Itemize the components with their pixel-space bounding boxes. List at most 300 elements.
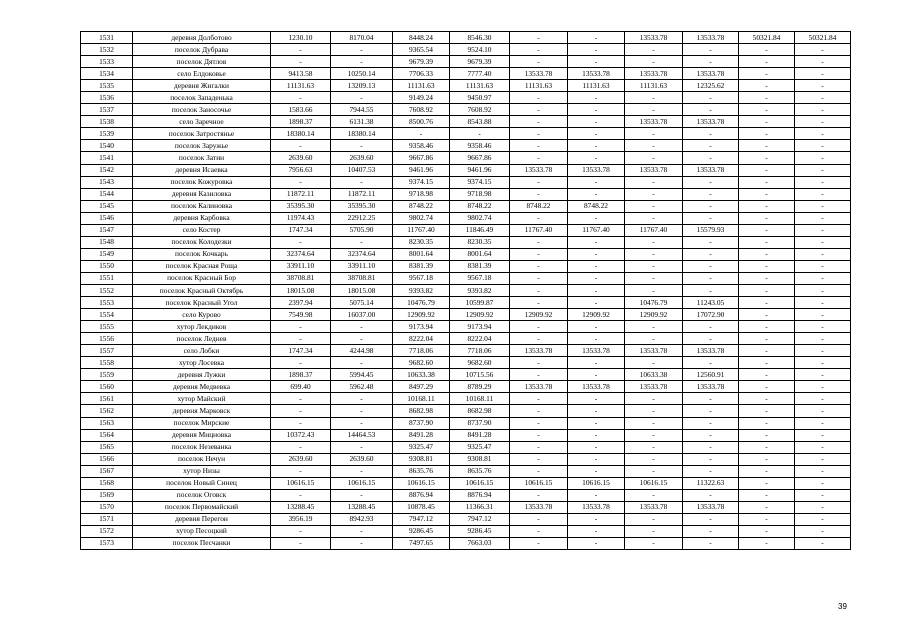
value-cell: 8876.94	[393, 489, 450, 501]
value-cell: 9682.60	[450, 357, 510, 369]
settlement-name-cell: поселок Песчанки	[133, 537, 271, 549]
table-row	[81, 429, 851, 441]
table-row	[81, 104, 851, 116]
value-cell: -	[331, 465, 393, 477]
value-cell: -	[739, 465, 795, 477]
value-cell: -	[625, 248, 683, 260]
settlement-name-cell: поселок Новый Синец	[133, 477, 271, 489]
value-cell: -	[739, 345, 795, 357]
value-cell: 8546.30	[450, 32, 510, 44]
value-cell: 9461.96	[393, 164, 450, 176]
value-cell: -	[331, 44, 393, 56]
value-cell: -	[683, 188, 739, 200]
value-cell: -	[739, 333, 795, 345]
table-row	[81, 32, 851, 44]
value-cell: 8748.22	[450, 200, 510, 212]
settlement-name-cell: поселок Дубрава	[133, 44, 271, 56]
value-cell: -	[625, 56, 683, 68]
value-cell: -	[331, 333, 393, 345]
value-cell: 1583.66	[271, 104, 331, 116]
value-cell: -	[795, 405, 851, 417]
table-row	[81, 345, 851, 357]
value-cell: 8682.98	[450, 405, 510, 417]
value-cell: -	[510, 453, 568, 465]
value-cell: 13533.78	[510, 68, 568, 80]
value-cell: 10407.53	[331, 164, 393, 176]
value-cell: 10476.79	[393, 297, 450, 309]
value-cell: 38708.81	[331, 272, 393, 284]
value-cell: -	[625, 465, 683, 477]
value-cell: 2639.60	[331, 152, 393, 164]
value-cell: 13533.78	[510, 381, 568, 393]
value-cell: -	[739, 260, 795, 272]
table-row	[81, 501, 851, 513]
value-cell: -	[568, 284, 625, 296]
value-cell: -	[739, 200, 795, 212]
settlement-name-cell: деревня Перегон	[133, 513, 271, 525]
value-cell: -	[331, 537, 393, 549]
table-row	[81, 309, 851, 321]
value-cell: -	[625, 321, 683, 333]
value-cell: -	[568, 272, 625, 284]
value-cell: 10616.15	[625, 477, 683, 489]
table-row	[81, 297, 851, 309]
settlement-name-cell: поселок Первомайский	[133, 501, 271, 513]
value-cell: 11767.40	[393, 224, 450, 236]
value-cell: 8222.04	[450, 333, 510, 345]
value-cell: -	[271, 393, 331, 405]
value-cell: -	[739, 321, 795, 333]
value-cell: 13533.78	[625, 32, 683, 44]
value-cell: -	[510, 44, 568, 56]
table-row	[81, 128, 851, 140]
value-cell: -	[795, 381, 851, 393]
row-number-cell: 1541	[81, 152, 133, 164]
value-cell: -	[739, 525, 795, 537]
value-cell: -	[510, 357, 568, 369]
value-cell: -	[625, 393, 683, 405]
value-cell: 9173.94	[450, 321, 510, 333]
settlement-name-cell: село Лобки	[133, 345, 271, 357]
row-number-cell: 1555	[81, 321, 133, 333]
value-cell: 9308.81	[450, 453, 510, 465]
value-cell: 18015.08	[331, 284, 393, 296]
value-cell: -	[625, 489, 683, 501]
value-cell: 7608.92	[393, 104, 450, 116]
value-cell: 7663.03	[450, 537, 510, 549]
value-cell: 7777.40	[450, 68, 510, 80]
value-cell: -	[739, 116, 795, 128]
value-cell: -	[510, 321, 568, 333]
row-number-cell: 1554	[81, 309, 133, 321]
value-cell: -	[795, 272, 851, 284]
value-cell: 9679.39	[393, 56, 450, 68]
value-cell: -	[795, 260, 851, 272]
table-row	[81, 164, 851, 176]
value-cell: -	[683, 489, 739, 501]
value-cell: 13533.78	[683, 345, 739, 357]
value-cell: 7956.63	[271, 164, 331, 176]
value-cell: -	[683, 393, 739, 405]
value-cell: -	[795, 525, 851, 537]
value-cell: -	[683, 333, 739, 345]
value-cell: 13533.78	[568, 501, 625, 513]
settlement-name-cell: поселок Оговск	[133, 489, 271, 501]
value-cell: 11872.11	[331, 188, 393, 200]
value-cell: 50321.84	[739, 32, 795, 44]
value-cell: -	[795, 369, 851, 381]
table-row	[81, 68, 851, 80]
value-cell: -	[683, 248, 739, 260]
value-cell: -	[625, 333, 683, 345]
row-number-cell: 1539	[81, 128, 133, 140]
value-cell: 8500.76	[393, 116, 450, 128]
value-cell: -	[510, 56, 568, 68]
table-row	[81, 80, 851, 92]
value-cell: -	[510, 104, 568, 116]
value-cell: 9802.74	[450, 212, 510, 224]
value-cell: -	[739, 272, 795, 284]
value-cell: -	[568, 56, 625, 68]
value-cell: -	[795, 92, 851, 104]
value-cell: -	[739, 381, 795, 393]
value-cell: 8497.29	[393, 381, 450, 393]
row-number-cell: 1552	[81, 284, 133, 296]
value-cell: -	[510, 128, 568, 140]
table-row	[81, 453, 851, 465]
table-row	[81, 152, 851, 164]
value-cell: -	[795, 429, 851, 441]
table-row	[81, 236, 851, 248]
settlement-name-cell: поселок Заносочье	[133, 104, 271, 116]
value-cell: -	[625, 537, 683, 549]
value-cell: -	[568, 44, 625, 56]
value-cell: 11131.63	[450, 80, 510, 92]
row-number-cell: 1532	[81, 44, 133, 56]
value-cell: -	[795, 345, 851, 357]
value-cell: 11243.05	[683, 297, 739, 309]
value-cell: 8635.76	[393, 465, 450, 477]
value-cell: -	[625, 188, 683, 200]
value-cell: 6131.38	[331, 116, 393, 128]
value-cell: -	[795, 128, 851, 140]
value-cell: -	[795, 140, 851, 152]
value-cell: 7718.06	[393, 345, 450, 357]
value-cell: -	[739, 164, 795, 176]
value-cell: -	[795, 309, 851, 321]
value-cell: 8491.28	[450, 429, 510, 441]
value-cell: 4244.98	[331, 345, 393, 357]
value-cell: -	[625, 44, 683, 56]
value-cell: 13533.78	[625, 68, 683, 80]
settlement-name-cell: поселок Незеванка	[133, 441, 271, 453]
settlement-name-cell: село Заречное	[133, 116, 271, 128]
value-cell: 13533.78	[683, 501, 739, 513]
value-cell: 38708.81	[271, 272, 331, 284]
row-number-cell: 1536	[81, 92, 133, 104]
value-cell: -	[568, 417, 625, 429]
value-cell: -	[739, 405, 795, 417]
value-cell: 13533.78	[510, 164, 568, 176]
value-cell: -	[331, 321, 393, 333]
value-cell: -	[795, 116, 851, 128]
value-cell: -	[739, 44, 795, 56]
table-row	[81, 44, 851, 56]
row-number-cell: 1547	[81, 224, 133, 236]
value-cell: -	[568, 248, 625, 260]
value-cell: 2397.94	[271, 297, 331, 309]
value-cell: 15579.93	[683, 224, 739, 236]
value-cell: -	[510, 188, 568, 200]
value-cell: -	[510, 248, 568, 260]
value-cell: -	[271, 441, 331, 453]
settlement-name-cell: поселок Красный Угол	[133, 297, 271, 309]
value-cell: -	[739, 236, 795, 248]
value-cell: -	[795, 212, 851, 224]
value-cell: -	[625, 453, 683, 465]
value-cell: -	[625, 176, 683, 188]
value-cell: 13533.78	[568, 68, 625, 80]
value-cell: 8001.64	[393, 248, 450, 260]
value-cell: 7944.55	[331, 104, 393, 116]
value-cell: -	[331, 393, 393, 405]
value-cell: 13533.78	[683, 164, 739, 176]
row-number-cell: 1556	[81, 333, 133, 345]
value-cell: -	[683, 236, 739, 248]
value-cell: 11131.63	[271, 80, 331, 92]
row-number-cell: 1570	[81, 501, 133, 513]
value-cell: -	[795, 176, 851, 188]
value-cell: -	[683, 92, 739, 104]
value-cell: -	[568, 333, 625, 345]
value-cell: -	[795, 477, 851, 489]
table-row	[81, 393, 851, 405]
page-number: 39	[838, 602, 847, 611]
row-number-cell: 1543	[81, 176, 133, 188]
value-cell: 1230.10	[271, 32, 331, 44]
value-cell: -	[625, 236, 683, 248]
settlement-name-cell: хутор Лосевка	[133, 357, 271, 369]
value-cell: 18015.08	[271, 284, 331, 296]
value-cell: 13533.78	[625, 116, 683, 128]
value-cell: 12560.91	[683, 369, 739, 381]
row-number-cell: 1558	[81, 357, 133, 369]
value-cell: -	[683, 104, 739, 116]
value-cell: -	[795, 393, 851, 405]
value-cell: -	[739, 369, 795, 381]
value-cell: 8001.64	[450, 248, 510, 260]
settlement-name-cell: поселок Кочкарь	[133, 248, 271, 260]
value-cell: 9365.54	[393, 44, 450, 56]
settlement-name-cell: поселок Нечун	[133, 453, 271, 465]
value-cell: -	[683, 465, 739, 477]
value-cell: -	[683, 152, 739, 164]
value-cell: -	[739, 537, 795, 549]
value-cell: -	[510, 116, 568, 128]
value-cell: 14464.53	[331, 429, 393, 441]
value-cell: 22912.25	[331, 212, 393, 224]
value-cell: -	[795, 236, 851, 248]
value-cell: 9567.18	[393, 272, 450, 284]
row-number-cell: 1572	[81, 525, 133, 537]
value-cell: 13533.78	[683, 381, 739, 393]
value-cell: -	[510, 212, 568, 224]
value-cell: 8876.94	[450, 489, 510, 501]
value-cell: -	[683, 200, 739, 212]
value-cell: 13533.78	[568, 381, 625, 393]
value-cell: -	[739, 284, 795, 296]
value-cell: -	[683, 128, 739, 140]
value-cell: 16037.00	[331, 309, 393, 321]
value-cell: 9286.45	[450, 525, 510, 537]
value-cell: 1898.37	[271, 116, 331, 128]
settlement-name-cell: деревня Исаевка	[133, 164, 271, 176]
value-cell: 9325.47	[450, 441, 510, 453]
value-cell: -	[739, 393, 795, 405]
value-cell: -	[510, 140, 568, 152]
value-cell: -	[568, 236, 625, 248]
value-cell: 9682.60	[393, 357, 450, 369]
value-cell: -	[795, 453, 851, 465]
table-row	[81, 369, 851, 381]
value-cell: 11872.11	[271, 188, 331, 200]
value-cell: -	[510, 32, 568, 44]
value-cell: 9461.96	[450, 164, 510, 176]
value-cell: 8789.29	[450, 381, 510, 393]
value-cell: 9325.47	[393, 441, 450, 453]
value-cell: -	[683, 357, 739, 369]
value-cell: 8942.93	[331, 513, 393, 525]
value-cell: -	[271, 333, 331, 345]
value-cell: -	[510, 513, 568, 525]
table-row	[81, 200, 851, 212]
value-cell: 10476.79	[625, 297, 683, 309]
value-cell: -	[739, 188, 795, 200]
value-cell: -	[625, 284, 683, 296]
value-cell: -	[271, 140, 331, 152]
value-cell: 9524.10	[450, 44, 510, 56]
table-row	[81, 357, 851, 369]
value-cell: -	[568, 116, 625, 128]
row-number-cell: 1571	[81, 513, 133, 525]
value-cell: -	[568, 513, 625, 525]
value-cell: 9358.46	[393, 140, 450, 152]
value-cell: -	[795, 465, 851, 477]
value-cell: -	[739, 104, 795, 116]
value-cell: -	[739, 92, 795, 104]
table-row	[81, 272, 851, 284]
value-cell: -	[625, 128, 683, 140]
value-cell: -	[271, 489, 331, 501]
value-cell: -	[625, 140, 683, 152]
value-cell: -	[739, 513, 795, 525]
value-cell: -	[510, 489, 568, 501]
value-cell: -	[625, 92, 683, 104]
value-cell: -	[510, 429, 568, 441]
value-cell: 10878.45	[393, 501, 450, 513]
value-cell: 50321.84	[795, 32, 851, 44]
settlement-name-cell: хутор Лекдиков	[133, 321, 271, 333]
value-cell: -	[271, 321, 331, 333]
value-cell: 13533.78	[683, 116, 739, 128]
value-cell: -	[683, 140, 739, 152]
table-row	[81, 333, 851, 345]
value-cell: -	[271, 525, 331, 537]
value-cell: -	[510, 284, 568, 296]
value-cell: 10616.15	[568, 477, 625, 489]
value-cell: -	[331, 417, 393, 429]
value-cell: 10616.15	[271, 477, 331, 489]
settlement-name-cell: поселок Красная Роща	[133, 260, 271, 272]
table-row	[81, 417, 851, 429]
value-cell: -	[331, 176, 393, 188]
tariff-table	[80, 31, 851, 550]
value-cell: 13533.78	[568, 345, 625, 357]
value-cell: -	[568, 128, 625, 140]
value-cell: 2639.60	[271, 453, 331, 465]
value-cell: 11767.40	[568, 224, 625, 236]
settlement-name-cell: деревня Карбовка	[133, 212, 271, 224]
settlement-name-cell: село Костер	[133, 224, 271, 236]
row-number-cell: 1535	[81, 80, 133, 92]
row-number-cell: 1531	[81, 32, 133, 44]
row-number-cell: 1550	[81, 260, 133, 272]
value-cell: 2639.60	[271, 152, 331, 164]
value-cell: -	[625, 152, 683, 164]
value-cell: 17072.90	[683, 309, 739, 321]
value-cell: -	[683, 441, 739, 453]
value-cell: -	[683, 453, 739, 465]
value-cell: -	[739, 429, 795, 441]
value-cell: -	[683, 272, 739, 284]
value-cell: -	[739, 248, 795, 260]
value-cell: 10168.11	[393, 393, 450, 405]
value-cell: 11366.31	[450, 501, 510, 513]
value-cell: 32374.64	[331, 248, 393, 260]
value-cell: -	[739, 453, 795, 465]
value-cell: 7608.92	[450, 104, 510, 116]
value-cell: -	[625, 441, 683, 453]
row-number-cell: 1559	[81, 369, 133, 381]
value-cell: -	[739, 128, 795, 140]
value-cell: -	[795, 68, 851, 80]
value-cell: 1898.37	[271, 369, 331, 381]
value-cell: 2639.60	[331, 453, 393, 465]
value-cell: -	[625, 405, 683, 417]
value-cell: 1747.34	[271, 224, 331, 236]
settlement-name-cell: поселок Дятлов	[133, 56, 271, 68]
value-cell: -	[739, 297, 795, 309]
settlement-name-cell: хутор Низы	[133, 465, 271, 477]
value-cell: 13533.78	[683, 68, 739, 80]
value-cell: -	[568, 140, 625, 152]
value-cell: -	[683, 176, 739, 188]
value-cell: -	[625, 260, 683, 272]
table-row	[81, 537, 851, 549]
row-number-cell: 1544	[81, 188, 133, 200]
value-cell: -	[795, 284, 851, 296]
value-cell: -	[625, 417, 683, 429]
value-cell: -	[739, 152, 795, 164]
settlement-name-cell: поселок Мирские	[133, 417, 271, 429]
value-cell: -	[625, 429, 683, 441]
row-number-cell: 1561	[81, 393, 133, 405]
settlement-name-cell: деревня Лужки	[133, 369, 271, 381]
table-row	[81, 321, 851, 333]
value-cell: 8448.24	[393, 32, 450, 44]
value-cell: -	[795, 537, 851, 549]
value-cell: 11846.49	[450, 224, 510, 236]
